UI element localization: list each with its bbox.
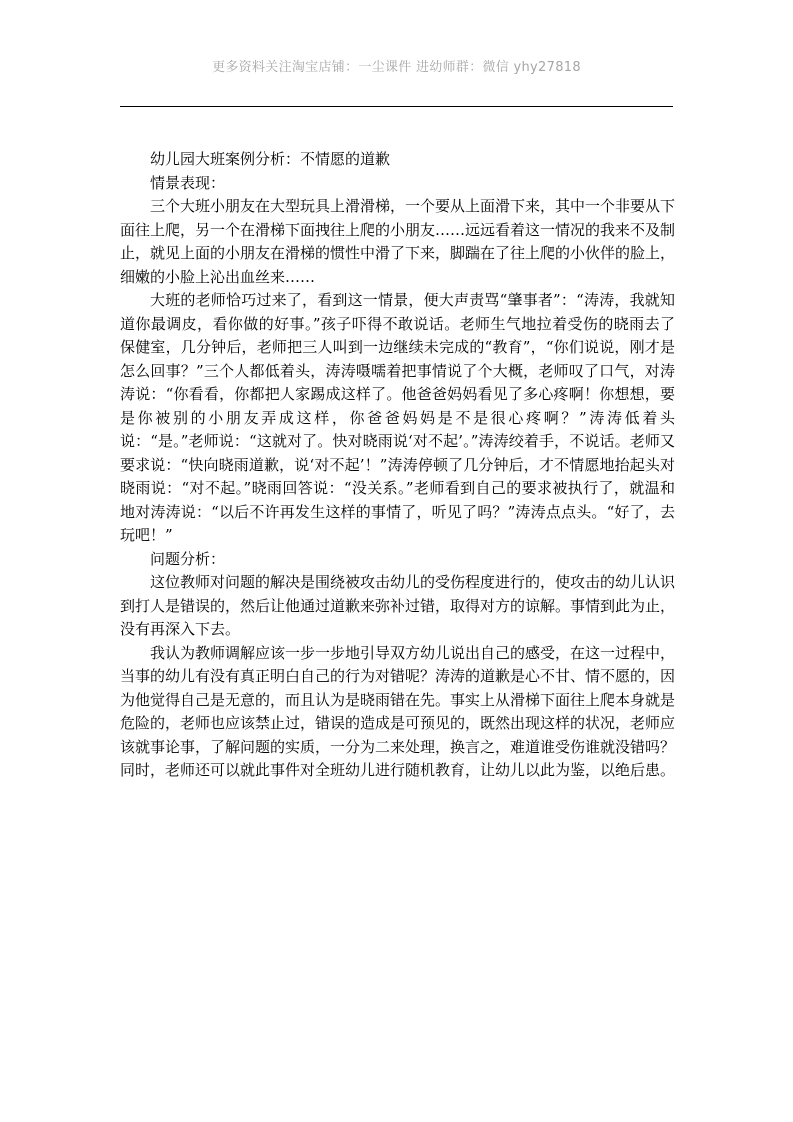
section-heading-analysis: 问题分析： xyxy=(150,549,226,568)
body-paragraph: 三个大班小朋友在大型玩具上滑滑梯，一个要从上面滑下来，其中一个非要从下面往上爬，另一个在滑梯下面拽往上爬的小朋友……远远看着这一情况的我来不及制止，就见上面的小朋友在滑梯的惯性中滑了下来，脚踹在了往上爬的小伙伴的脸上，细嫩的小脸上沁出血丝来…… xyxy=(120,197,676,286)
body-paragraph: 大班的老师恰巧过来了，看到这一情景，便大声责骂“肇事者”：“涛涛，我就知道你最调皮，看你做的好事。”孩子吓得不敢说话。老师生气地拉着受伤的晓雨去了保健室，几分钟后，老师把三人叫到一边继续未完成的“教育”，“你们说说，刚才是怎么回事？”三个人都低着头，涛涛嗫嚅着把事情说了个大概，老师叹了口气，对涛涛说：“你看看，你都把人家踢成这样了。他爸爸妈妈看见了多心疼啊！你想想，要是你被别的小朋友弄成这样，你爸爸妈妈是不是很心疼啊？”涛涛低着头说：“是。”老师说：“这就对了。快对晓雨说‘对不起’。”涛涛绞着手，不说话。老师又要求说：“快向晓雨道歉，说‘对不起’！”涛涛停顿了几分钟后，才不情愿地抬起头对晓雨说：“对不起。”晓雨回答说：“没关系。”老师看到自己的要求被执行了，就温和地对涛涛说：“以后不许再发生这样的事情了，听见了吗？”涛涛点点头。“好了，去玩吧！” xyxy=(120,291,675,544)
document-title: 幼儿园大班案例分析：不情愿的道歉 xyxy=(150,150,391,168)
body-paragraph: 这位教师对问题的解决是围绕被攻击幼儿的受伤程度进行的，使攻击的幼儿认识到打人是错误的，然后让他通过道歉来弥补过错，取得对方的谅解。事情到此为止，没有再深入下去。 xyxy=(120,573,676,638)
header-note: 更多资料关注淘宝店铺：一尘课件 进幼师群：微信 yhy27818 xyxy=(212,60,581,75)
section-heading-scenario: 情景表现： xyxy=(150,173,226,192)
body-paragraph: 我认为教师调解应该一步一步地引导双方幼儿说出自己的感受，在这一过程中，当事的幼儿有没有真正明白自己的行为对错呢？涛涛的道歉是心不甘、情不愿的，因为他觉得自己是无意的，而且认为是晓雨错在先。事实上从滑梯下面往上爬本身就是危险的，老师也应该禁止过，错误的造成是可预见的，既然出现这样的状况，老师应该就事论事，了解问题的实质，一分为二来处理，换言之，难道谁受伤谁就没错吗？同时，老师还可以就此事件对全班幼儿进行随机教育，让幼儿以此为鉴，以绝后患。 xyxy=(120,643,676,779)
header-divider xyxy=(120,106,673,107)
document-body xyxy=(120,148,675,783)
